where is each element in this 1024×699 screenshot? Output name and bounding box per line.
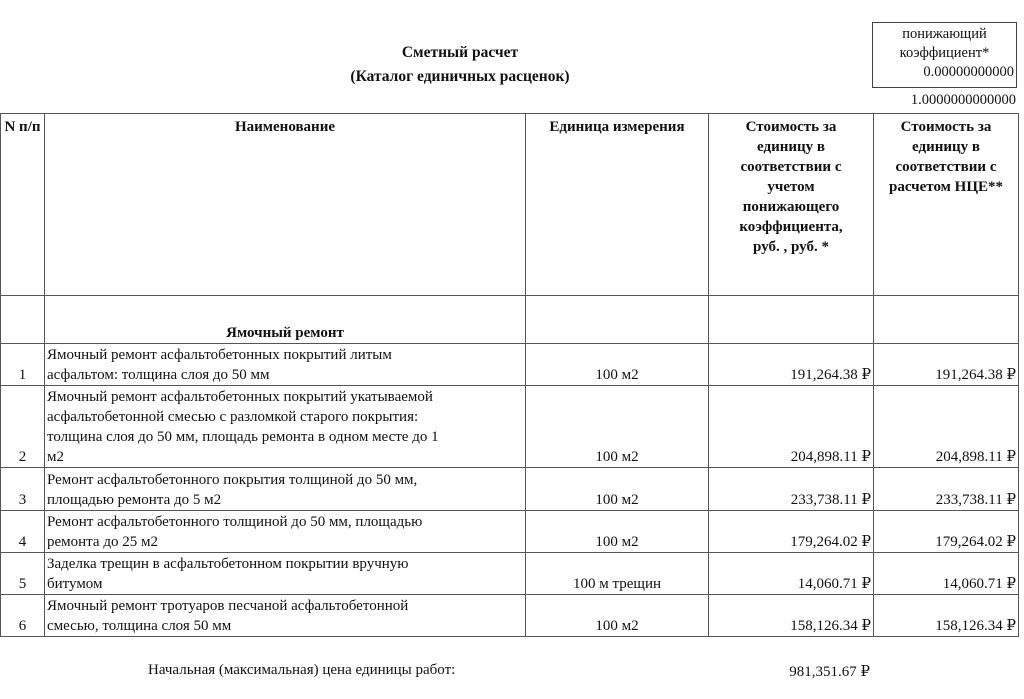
header-cost-reduced-line: понижающего bbox=[742, 199, 840, 215]
row-name-line: смесью, толщина слоя 50 мм bbox=[47, 618, 232, 634]
row-cost-nce: 179,264.02 ₽ bbox=[874, 511, 1019, 553]
row-name-line: Ремонт асфальтобетонного покрытия толщиной до 50 мм, bbox=[47, 472, 418, 488]
row-unit: 100 м2 bbox=[526, 386, 709, 468]
row-name-line: Ямочный ремонт тротуаров песчаной асфальтобетонной bbox=[47, 598, 409, 614]
table-row bbox=[1, 595, 1019, 637]
total-label: Начальная (максимальная) цена единицы работ: bbox=[148, 662, 456, 678]
row-number: 5 bbox=[1, 553, 45, 595]
row-number: 2 bbox=[1, 386, 45, 468]
row-name-line: битумом bbox=[47, 576, 103, 592]
row-number: 6 bbox=[1, 595, 45, 637]
header-cost-reduced-line: коэффициента, bbox=[739, 219, 843, 235]
section-row bbox=[1, 296, 1019, 344]
header-cost-reduced-line: Стоимость за bbox=[745, 119, 837, 135]
coefficient-value-2: 1.0000000000000 bbox=[910, 92, 1016, 108]
total-value: 981,351.67 ₽ bbox=[789, 664, 870, 680]
header-cost-nce-line: расчетом НЦЕ** bbox=[888, 179, 1003, 195]
row-number: 3 bbox=[1, 468, 45, 511]
row-cost-reduced: 233,738.11 ₽ bbox=[709, 468, 874, 511]
header-number: N п/п bbox=[1, 114, 45, 296]
row-name bbox=[45, 595, 526, 637]
row-name-line: асфальтом: толщина слоя до 50 мм bbox=[47, 367, 270, 383]
table-header-row bbox=[1, 114, 1019, 296]
header-cost-nce bbox=[874, 114, 1019, 296]
section-empty-cell bbox=[1, 296, 45, 344]
header-cost-reduced-line: соответствии с bbox=[740, 159, 842, 175]
row-unit: 100 м2 bbox=[526, 468, 709, 511]
table-row bbox=[1, 511, 1019, 553]
row-name-line: Ремонт асфальтобетонного толщиной до 50 мм, площадью bbox=[47, 514, 423, 530]
row-name bbox=[45, 344, 526, 386]
header-unit: Единица измерения bbox=[526, 114, 709, 296]
row-unit: 100 м2 bbox=[526, 511, 709, 553]
table-row bbox=[1, 386, 1019, 468]
row-name bbox=[45, 386, 526, 468]
row-name bbox=[45, 468, 526, 511]
row-cost-nce: 204,898.11 ₽ bbox=[874, 386, 1019, 468]
row-cost-reduced: 191,264.38 ₽ bbox=[709, 344, 874, 386]
coefficient-box bbox=[872, 22, 1017, 88]
row-unit: 100 м трещин bbox=[526, 553, 709, 595]
row-cost-nce: 191,264.38 ₽ bbox=[874, 344, 1019, 386]
row-cost-reduced: 204,898.11 ₽ bbox=[709, 386, 874, 468]
row-cost-nce: 233,738.11 ₽ bbox=[874, 468, 1019, 511]
row-number: 1 bbox=[1, 344, 45, 386]
row-name bbox=[45, 553, 526, 595]
estimate-table bbox=[0, 113, 1019, 637]
row-unit: 100 м2 bbox=[526, 344, 709, 386]
header-name: Наименование bbox=[45, 114, 526, 296]
row-name-line: Ямочный ремонт асфальтобетонных покрытий укатываемой bbox=[47, 389, 433, 405]
header-cost-nce-line: единицу в bbox=[912, 139, 980, 155]
header-cost-reduced bbox=[709, 114, 874, 296]
row-name-line: площадью ремонта до 5 м2 bbox=[47, 492, 222, 508]
row-cost-nce: 14,060.71 ₽ bbox=[874, 553, 1019, 595]
row-name bbox=[45, 511, 526, 553]
header-cost-nce-line: Стоимость за bbox=[900, 119, 992, 135]
coefficient-value: 0.00000000000 bbox=[923, 64, 1014, 80]
section-title: Ямочный ремонт bbox=[45, 296, 526, 344]
coefficient-label-2: коэффициент* bbox=[899, 45, 990, 61]
row-cost-reduced: 14,060.71 ₽ bbox=[709, 553, 874, 595]
section-empty-cell bbox=[526, 296, 709, 344]
document-subtitle: (Каталог единичных расценок) bbox=[350, 68, 570, 85]
row-name-line: ремонта до 25 м2 bbox=[47, 534, 158, 550]
row-name-line: Ямочный ремонт асфальтобетонных покрытий литым bbox=[47, 347, 392, 363]
row-name-line: Заделка трещин в асфальтобетонном покрытии вручную bbox=[47, 556, 409, 572]
row-cost-reduced: 158,126.34 ₽ bbox=[709, 595, 874, 637]
row-cost-reduced: 179,264.02 ₽ bbox=[709, 511, 874, 553]
table-row bbox=[1, 344, 1019, 386]
table-row bbox=[1, 553, 1019, 595]
row-name-line: толщина слоя до 50 мм, площадь ремонта в одном месте до 1 bbox=[47, 429, 439, 445]
table-row bbox=[1, 468, 1019, 511]
header-cost-reduced-line: единицу в bbox=[757, 139, 825, 155]
row-unit: 100 м2 bbox=[526, 595, 709, 637]
header-cost-reduced-line: руб. , руб. * bbox=[753, 239, 829, 255]
row-cost-nce: 158,126.34 ₽ bbox=[874, 595, 1019, 637]
coefficient-label-1: понижающий bbox=[902, 26, 987, 42]
row-name-line: асфальтобетонной смесью с разломкой старого покрытия: bbox=[47, 409, 419, 425]
row-number: 4 bbox=[1, 511, 45, 553]
header-cost-reduced-line: учетом bbox=[767, 179, 815, 195]
section-empty-cell bbox=[874, 296, 1019, 344]
header-cost-nce-line: соответствии с bbox=[895, 159, 997, 175]
section-empty-cell bbox=[709, 296, 874, 344]
row-name-line: м2 bbox=[47, 449, 64, 465]
document-title: Сметный расчет bbox=[401, 44, 519, 61]
